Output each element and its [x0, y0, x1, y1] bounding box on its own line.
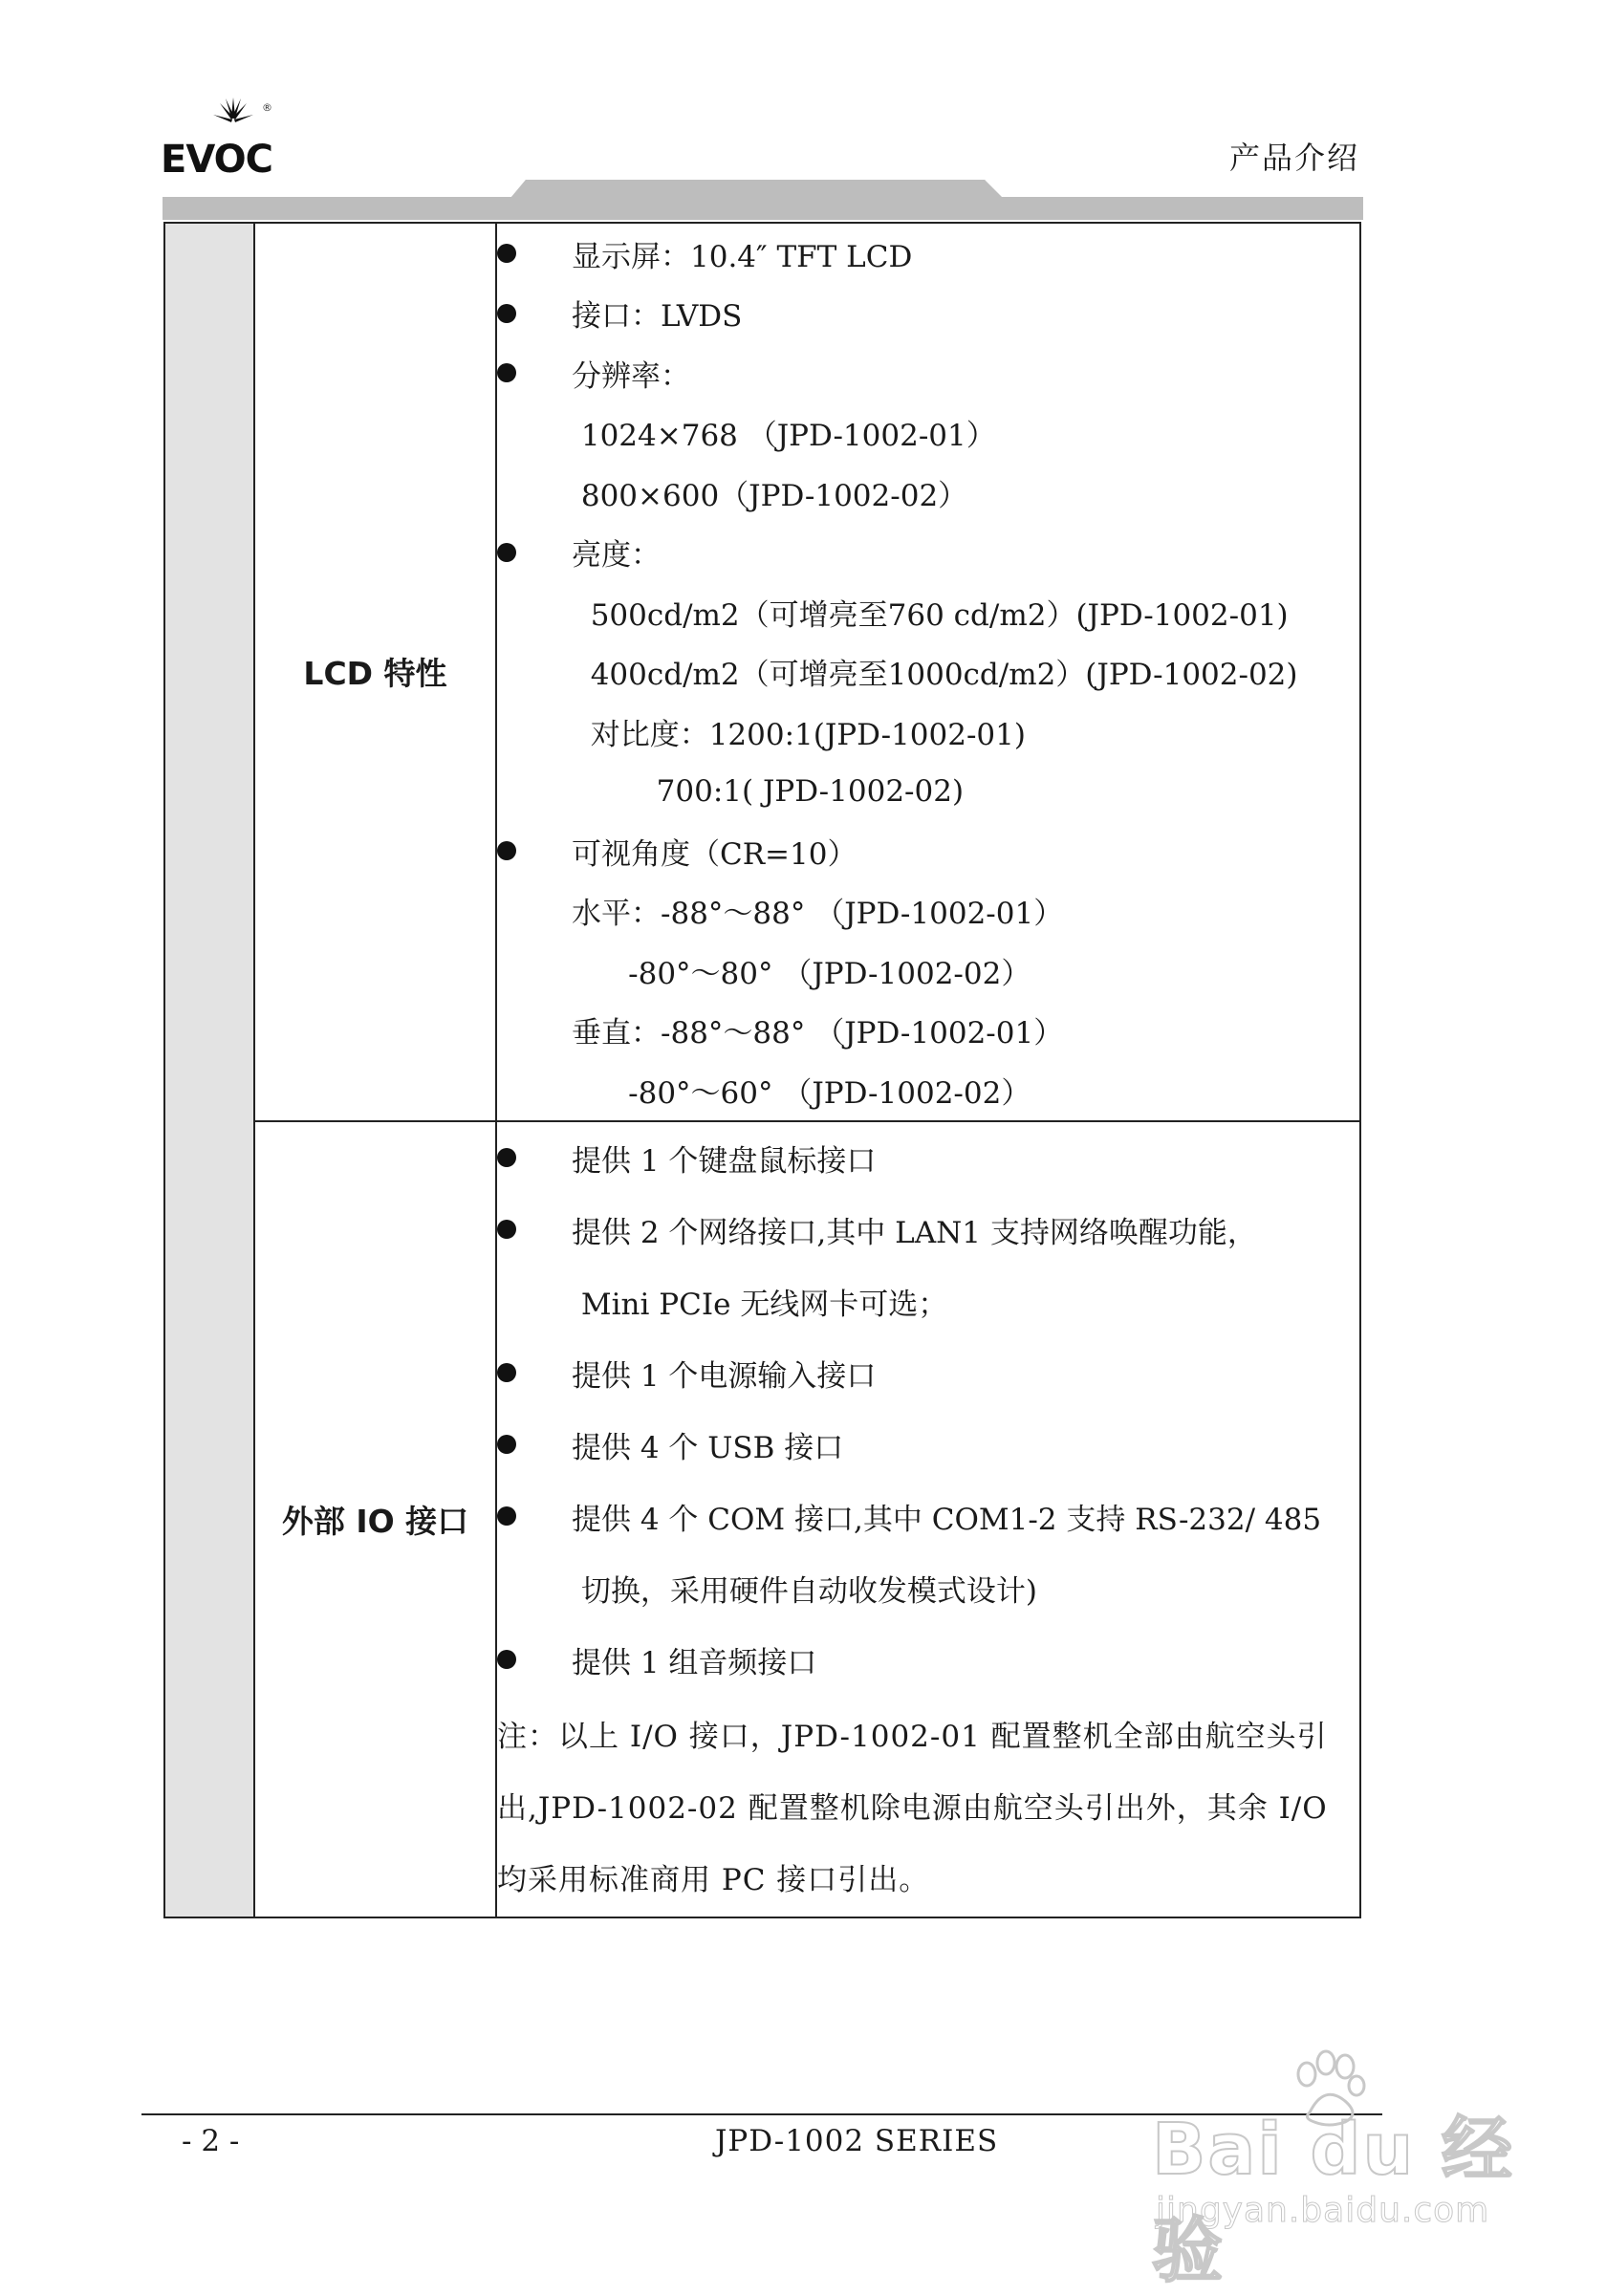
line-text: -80°～80° （JPD-1002-02）: [572, 956, 1031, 991]
header-title: 产品介绍: [1228, 140, 1359, 176]
continuation-line: [497, 642, 1359, 703]
line-text: 接口：LVDS: [572, 299, 743, 335]
continuation-line: [497, 403, 1359, 464]
line-text: 400cd/m2（可增亮至1000cd/m2）(JPD-1002-02): [572, 658, 1298, 693]
starburst-icon: [210, 96, 256, 134]
logo-text: EVOC: [161, 138, 272, 182]
continuation-line: [497, 1060, 1359, 1120]
series-name: JPD-1002 SERIES: [715, 2124, 999, 2158]
line-text: 提供 4 个 USB 接口: [572, 1430, 844, 1465]
table-side-column: [164, 223, 254, 1917]
continuation-line: [497, 1552, 1359, 1624]
continuation-line: [497, 881, 1359, 942]
bullet-item: [497, 224, 1359, 284]
line-text: 提供 1 组音频接口: [572, 1645, 817, 1680]
lcd-row: [164, 223, 1360, 1121]
registered-mark: ®: [262, 101, 272, 114]
bullet-dot-icon: [497, 1148, 516, 1167]
bullet-item: [497, 1337, 1359, 1409]
line-text: 提供 1 个键盘鼠标接口: [572, 1143, 877, 1179]
line-text: 分辨率：: [572, 358, 690, 394]
bullet-item: [497, 1481, 1359, 1552]
line-text: 显示屏：10.4″ TFT LCD: [572, 239, 913, 274]
io-note: 注：以上 I/O 接口，JPD-1002-01 配置整机全部由航空头引出,JPD-1002-02 配置整机除电源由航空头引出外，其余 I/O 均采用标准商用 PC 接口引出。: [497, 1719, 1328, 1897]
continuation-line: [497, 1266, 1359, 1337]
line-text: 500cd/m2（可增亮至760 cd/m2）(JPD-1002-01): [572, 597, 1289, 633]
bullet-item: [497, 1122, 1359, 1194]
watermark-sub: jingyan.baidu.com: [1156, 2191, 1490, 2230]
io-row: [164, 1121, 1360, 1917]
line-text: Mini PCIe 无线网卡可选；: [572, 1287, 948, 1322]
bullet-item: [497, 523, 1359, 583]
line-text: 提供 2 个网络接口,其中 LAN1 支持网络唤醒功能，: [572, 1215, 1257, 1250]
line-text: 垂直：-88°～88° （JPD-1002-01）: [572, 1016, 1064, 1051]
line-text: 1024×768 （JPD-1002-01）: [572, 419, 996, 454]
line-text: 提供 1 个电源输入接口: [572, 1358, 877, 1394]
row-label-io: 外部 IO 接口: [254, 1121, 496, 1917]
bullet-dot-icon: [497, 1435, 516, 1454]
bullet-item: [497, 821, 1359, 881]
bullet-item: [497, 343, 1359, 403]
lcd-content: [496, 223, 1360, 1121]
bullet-dot-icon: [497, 841, 516, 860]
line-text: 切换，采用硬件自动收发模式设计): [572, 1573, 1037, 1609]
continuation-line: [497, 941, 1359, 1001]
line-text: 对比度：1200:1(JPD-1002-01): [572, 717, 1026, 752]
bullet-dot-icon: [497, 363, 516, 382]
line-text: 亮度：: [572, 538, 661, 574]
continuation-line: [497, 1001, 1359, 1061]
bullet-dot-icon: [497, 1506, 516, 1526]
spec-table: [163, 222, 1361, 1918]
bullet-dot-icon: [497, 1650, 516, 1669]
line-text: -80°～60° （JPD-1002-02）: [572, 1075, 1031, 1111]
row-label-lcd: LCD 特性: [254, 223, 496, 1121]
bullet-dot-icon: [497, 1220, 516, 1239]
line-text: 水平：-88°～88° （JPD-1002-01）: [572, 897, 1064, 932]
line-text: 可视角度（CR=10）: [572, 836, 857, 872]
line-text: 700:1( JPD-1002-02): [572, 773, 965, 809]
continuation-line: [497, 762, 1359, 822]
line-text: 800×600（JPD-1002-02）: [572, 478, 968, 513]
io-content: [496, 1121, 1360, 1917]
watermark-main: Bai du 经验: [1152, 2109, 1514, 2292]
baidu-watermark: [1152, 2046, 1515, 2292]
bullet-dot-icon: [497, 304, 516, 323]
continuation-line: [497, 463, 1359, 523]
bullet-dot-icon: [497, 543, 516, 562]
bullet-dot-icon: [497, 244, 516, 263]
line-text: 提供 4 个 COM 接口,其中 COM1-2 支持 RS-232/ 485: [572, 1502, 1322, 1537]
header-band: [163, 180, 1363, 220]
bullet-dot-icon: [497, 1363, 516, 1382]
continuation-line: [497, 702, 1359, 762]
bullet-item: [497, 284, 1359, 344]
bullet-item: [497, 1624, 1359, 1696]
continuation-line: [497, 582, 1359, 642]
bullet-item: [497, 1194, 1359, 1266]
evoc-logo: [161, 96, 275, 182]
page-number: - 2 -: [182, 2124, 240, 2158]
bullet-item: [497, 1409, 1359, 1481]
io-lines: [497, 1122, 1359, 1696]
